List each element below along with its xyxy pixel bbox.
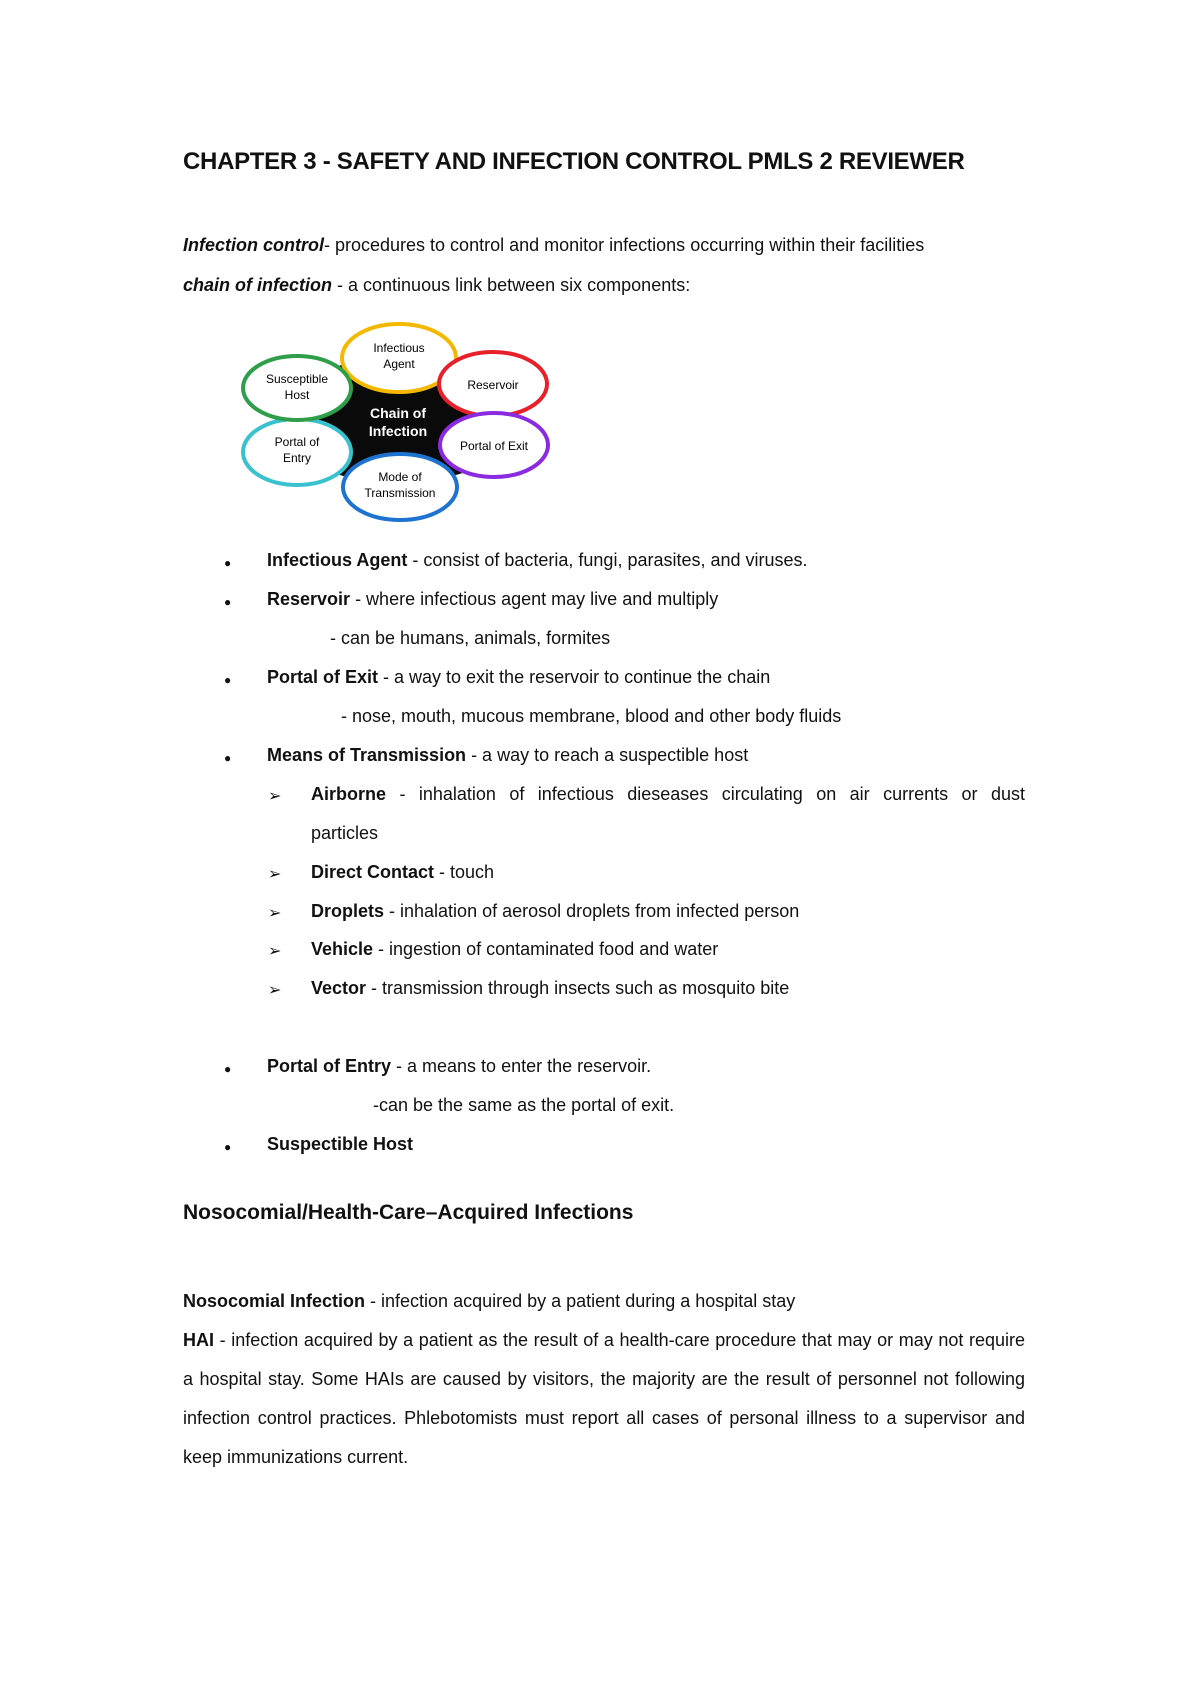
- bullet-icon: ●: [224, 1140, 232, 1154]
- term: Suspectible Host: [267, 1134, 414, 1154]
- definition-text: - a continuous link between six components:: [332, 275, 691, 295]
- section-body: [183, 1282, 1025, 1477]
- bullet-icon: ●: [224, 751, 232, 765]
- list-item-infectious-agent: [267, 550, 808, 571]
- node-label: Portal of Exit: [459, 439, 529, 453]
- term: Vehicle: [311, 939, 374, 959]
- definition-text: - infection acquired by a patient as the result of a health-care procedure that may or may not require a hospital stay. Some HAIs are caused by visitors, the majority are the result of personnel not following infection control practices. Phlebotomists must report all cases of personal illness to a supervisor and keep immunizations current.: [183, 1330, 1025, 1467]
- node-susceptible-host: [243, 356, 351, 420]
- item-text: - a way to reach a suspectible host: [466, 745, 749, 765]
- item-text: - inhalation of infectious dieseases circulating on air currents or dust: [386, 784, 1025, 804]
- arrow-bullet-icon: ➢: [268, 982, 282, 999]
- term: Portal of Exit: [267, 667, 379, 687]
- diagram-center-label-2: Infection: [368, 423, 428, 439]
- item-text: - where infectious agent may live and multiply: [350, 589, 719, 609]
- portal-of-entry-continuation: -can be the same as the portal of exit.: [373, 1095, 675, 1115]
- term: Nosocomial Infection: [183, 1291, 366, 1311]
- term: Infectious Agent: [267, 550, 408, 570]
- node-label: Portal of: [274, 435, 320, 449]
- bullet-icon: ●: [224, 673, 232, 687]
- list-item-reservoir: [267, 589, 718, 610]
- hai-definition: [183, 1321, 1025, 1477]
- bullet-icon: ●: [224, 556, 232, 570]
- definition-infection-control: [183, 235, 924, 256]
- list-item-portal-of-exit: [267, 667, 770, 688]
- sub-item-vehicle: [311, 939, 718, 960]
- arrow-bullet-icon: ➢: [268, 943, 282, 960]
- node-mode-of-transmission: [343, 454, 457, 520]
- list-item-portal-of-entry: [267, 1056, 651, 1077]
- term: Reservoir: [267, 589, 351, 609]
- item-text: - ingestion of contaminated food and water: [373, 939, 719, 959]
- term: chain of infection: [183, 275, 333, 295]
- definition-text: - infection acquired by a patient during a hospital stay: [365, 1291, 796, 1311]
- node-label: Susceptible: [265, 372, 329, 386]
- term: Means of Transmission: [267, 745, 467, 765]
- arrow-bullet-icon: ➢: [268, 905, 282, 922]
- arrow-bullet-icon: ➢: [268, 788, 282, 805]
- item-text: - touch: [434, 862, 495, 882]
- diagram-center-label-1: Chain of: [370, 405, 426, 421]
- node-portal-of-exit: [440, 413, 548, 477]
- node-label: Mode of: [378, 470, 422, 484]
- bullet-icon: ●: [224, 1062, 232, 1076]
- definition-text: - procedures to control and monitor infections occurring within their facilities: [324, 235, 925, 255]
- term: HAI: [183, 1330, 214, 1350]
- node-label: Infectious: [373, 341, 425, 355]
- node-label: Transmission: [364, 486, 436, 500]
- node-label: Reservoir: [467, 378, 519, 392]
- term: Direct Contact: [311, 862, 435, 882]
- item-text: - transmission through insects such as mosquito bite: [366, 978, 790, 998]
- item-text: - consist of bacteria, fungi, parasites, and viruses.: [407, 550, 808, 570]
- list-item-means-of-transmission: [267, 745, 748, 766]
- sub-item-airborne: [311, 784, 1025, 805]
- reservoir-continuation: - can be humans, animals, formites: [330, 628, 611, 648]
- node-reservoir: [439, 352, 547, 416]
- term: Vector: [311, 978, 367, 998]
- portal-of-exit-continuation: - nose, mouth, mucous membrane, blood and other body fluids: [341, 706, 842, 726]
- sub-item-direct-contact: [311, 862, 494, 883]
- page-title: CHAPTER 3 - SAFETY AND INFECTION CONTROL PMLS 2 REVIEWER: [183, 148, 965, 175]
- definition-chain-of-infection: [183, 275, 690, 296]
- term: Infection control: [183, 235, 324, 255]
- node-label: Host: [284, 388, 310, 402]
- sub-item-vector: [311, 978, 789, 999]
- node-label: Entry: [282, 451, 312, 465]
- chain-of-infection-diagram: [238, 320, 558, 525]
- airborne-continuation: particles: [311, 823, 379, 843]
- arrow-bullet-icon: ➢: [268, 866, 282, 883]
- item-text: - a way to exit the reservoir to continue the chain: [378, 667, 771, 687]
- bullet-icon: ●: [224, 595, 232, 609]
- term: Portal of Entry: [267, 1056, 392, 1076]
- node-portal-of-entry: [243, 419, 351, 485]
- section-heading: Nosocomial/Health-Care–Acquired Infections: [183, 1201, 634, 1224]
- node-label: Agent: [383, 357, 415, 371]
- term: Droplets: [311, 901, 385, 921]
- sub-item-droplets: [311, 901, 799, 922]
- list-item-suspectible-host: [267, 1134, 413, 1155]
- item-text: - inhalation of aerosol droplets from infected person: [384, 901, 800, 921]
- term: Airborne: [311, 784, 387, 804]
- item-text: - a means to enter the reservoir.: [391, 1056, 652, 1076]
- nosocomial-definition: [183, 1282, 1025, 1321]
